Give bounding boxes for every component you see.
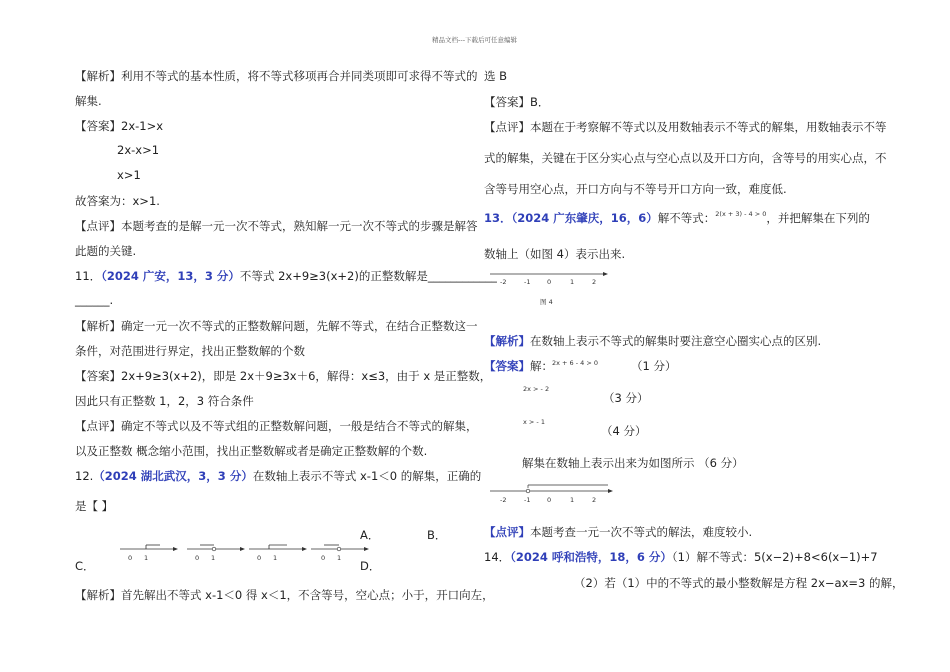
- svg-text:0: 0: [195, 554, 200, 562]
- svg-text:1: 1: [211, 554, 216, 562]
- answer-solution-text: 解集在数轴上表示出来为如图所示 （6 分）: [522, 456, 744, 470]
- comment-label: 【点评】: [484, 525, 530, 539]
- question-number: 14．: [484, 550, 511, 564]
- svg-text:2: 2: [592, 496, 597, 504]
- option-d-label: D．: [360, 559, 381, 573]
- question-text-tail: ，并把解集在下列的: [766, 211, 870, 225]
- answer-step: x>1: [117, 168, 141, 182]
- svg-text:0: 0: [128, 554, 133, 562]
- question-source: 13．（2024 广东肇庆，16，6）: [484, 211, 658, 225]
- answer-line: 【答案】B．: [484, 95, 550, 109]
- comment-line: 【点评】本题在于考察解不等式以及用数轴表示不等式的解集，用数轴表示不等: [484, 120, 887, 134]
- analysis-line: 【解析】利用不等式的基本性质，将不等式移项再合并同类项即可求得不等式的: [75, 69, 478, 83]
- question-text: 解不等式：: [657, 211, 716, 225]
- number-line-figure-4: [490, 266, 610, 288]
- comment-line: 【点评】本题考查的是解一元一次不等式，熟知解一元一次不等式的步骤是解答: [75, 219, 478, 233]
- answer-text: 解：: [530, 359, 553, 373]
- answer-label: 【答案】: [484, 359, 530, 373]
- question-14: [484, 549, 878, 565]
- comment-text: 本题考查一元一次不等式的解法，难度较小.: [530, 525, 753, 539]
- svg-text:1: 1: [570, 278, 575, 286]
- answer-line: 【答案】2x-1>x: [75, 119, 164, 133]
- answer-line: 【答案】2x+9≥3(x+2)，即是 2x＋9≥3x＋6，解得：x≤3，由于 x 是正整数，: [75, 369, 492, 383]
- question-source: （2024 广安，13，3 分）: [101, 269, 240, 283]
- page-header: 精品文档---下载后可任意编辑: [432, 36, 518, 44]
- option-b-label: B．: [427, 528, 447, 542]
- question-text: 在数轴上表示不等式 x-1＜0 的解集，正确的: [252, 469, 482, 483]
- question-number: 11．: [75, 269, 102, 283]
- question-number: 12.: [75, 469, 94, 483]
- svg-text:0: 0: [547, 496, 552, 504]
- answer-step-expression: 2x > - 2: [523, 385, 550, 393]
- analysis-line-cont: 条件，对范围进行界定，找出正整数解的个数: [75, 344, 305, 358]
- answer-step: 2x-x>1: [117, 143, 160, 157]
- analysis-line: [484, 333, 821, 349]
- analysis-text: 在数轴上表示不等式的解集时要注意空心圈实心点的区别.: [530, 334, 822, 348]
- question-12: [75, 468, 481, 484]
- option-a-label: A．: [360, 528, 380, 542]
- question-source: （2024 呼和浩特，18，6 分）: [510, 550, 672, 564]
- svg-text:1: 1: [273, 554, 278, 562]
- comment-line-cont: 此题的关键.: [75, 244, 137, 258]
- number-line-option-1: [118, 540, 178, 562]
- number-line-option-3: [247, 540, 307, 562]
- svg-text:1: 1: [570, 496, 575, 504]
- comment-line-cont: 含等号用空心点，开口方向与不等号开口方向一致，难度低.: [484, 182, 787, 196]
- answer-score: （1 分）: [631, 359, 677, 373]
- question-13: [484, 210, 870, 226]
- svg-text:-2: -2: [500, 496, 507, 504]
- choice-line: 选 B: [484, 69, 508, 83]
- question-text: （1）解不等式：5(x−2)+8<6(x−1)+7: [671, 550, 878, 564]
- svg-text:0: 0: [547, 278, 552, 286]
- answer-score: （4 分）: [601, 424, 647, 438]
- comment-line: 【点评】确定不等式以及不等式组的正整数解问题，一般是结合不等式的解集，: [75, 419, 478, 433]
- number-line-solution: [490, 483, 615, 505]
- number-line-option-4: [309, 540, 369, 562]
- svg-text:0: 0: [321, 554, 326, 562]
- analysis-line-cont: 解集.: [75, 94, 102, 108]
- answer-blank: ______.: [75, 293, 114, 307]
- comment-line: [484, 524, 752, 540]
- answer-line-cont: 因此只有正整数 1，2，3 符合条件: [75, 394, 254, 408]
- question-11: [75, 268, 497, 284]
- answer-step-expression: x > - 1: [523, 418, 545, 426]
- analysis-label: 【解析】: [484, 334, 530, 348]
- svg-text:-2: -2: [500, 278, 507, 286]
- answer-conclusion: 故答案为：x>1.: [75, 194, 160, 208]
- svg-text:-1: -1: [524, 496, 531, 504]
- svg-text:1: 1: [144, 554, 149, 562]
- comment-line-cont: 以及正整数 概念缩小范围，找出正整数解或者是确定正整数解的个数.: [75, 444, 428, 458]
- answer-line: [484, 358, 553, 374]
- comment-line-cont: 式的解集，关键在于区分实心点与空心点以及开口方向，含等号的用实心点，不: [484, 151, 887, 165]
- analysis-line: 【解析】确定一元一次不等式的正整数解问题，先解不等式，在结合正整数这一: [75, 319, 478, 333]
- figure-caption: 图 4: [540, 298, 553, 306]
- inequality-expression: 2(x + 3) - 4 > 0: [715, 210, 767, 218]
- svg-text:2: 2: [592, 278, 597, 286]
- svg-text:0: 0: [257, 554, 262, 562]
- question-source: （2024 湖北武汉，3，3 分）: [93, 469, 253, 483]
- answer-bracket: 是【 】: [75, 499, 114, 513]
- answer-expression: 2x + 6 - 4 > 0: [552, 359, 599, 367]
- option-c-label: C．: [75, 559, 95, 573]
- svg-text:-1: -1: [524, 278, 531, 286]
- question-13-cont: 数轴上（如图 4）表示出来.: [484, 247, 626, 261]
- number-line-option-2: [185, 540, 245, 562]
- answer-score: （3 分）: [603, 391, 649, 405]
- svg-text:1: 1: [337, 554, 342, 562]
- question-text: 不等式 2x+9≥3(x+2)的正整数解是____________: [239, 269, 497, 283]
- question-14-part2: （2）若（1）中的不等式的最小整数解是方程 2x−ax=3 的解，: [574, 576, 904, 590]
- analysis-line: 【解析】首先解出不等式 x-1＜0 得 x＜1，不含等号，空心点；小于，开口向左，: [75, 588, 494, 602]
